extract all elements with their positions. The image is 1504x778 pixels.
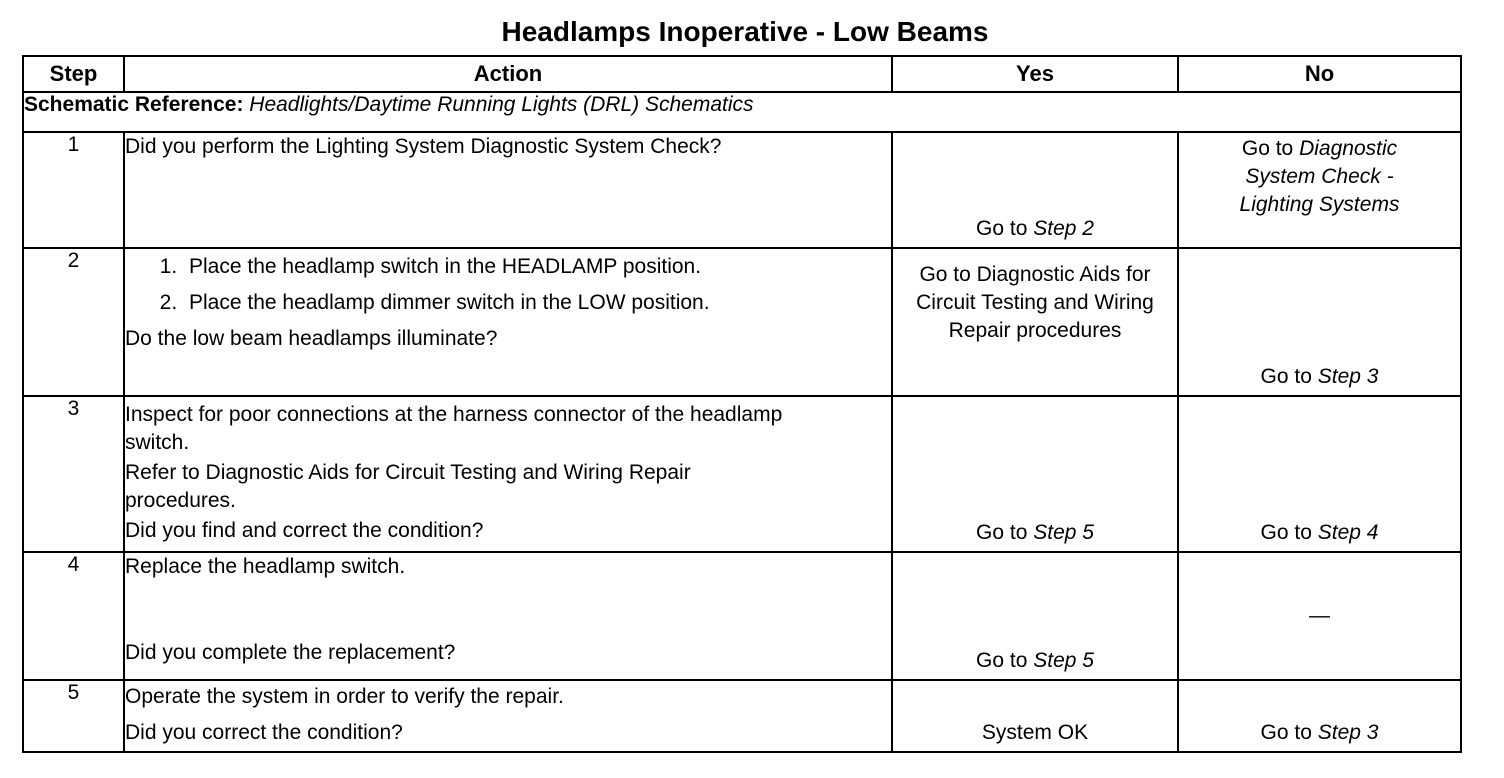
yes-prefix: Go to bbox=[976, 649, 1028, 672]
yes-cell bbox=[892, 680, 1178, 752]
action-cell bbox=[124, 248, 892, 396]
header-action: Action bbox=[124, 56, 892, 92]
action-cell bbox=[124, 552, 892, 680]
no-cell bbox=[1178, 132, 1461, 248]
no-prefix: Go to bbox=[1260, 365, 1312, 388]
step-number: 1 bbox=[23, 132, 124, 248]
page-title: Headlamps Inoperative - Low Beams bbox=[501, 16, 989, 47]
action-cell bbox=[124, 396, 892, 552]
table-row bbox=[23, 132, 1461, 248]
no-cell bbox=[1178, 396, 1461, 552]
action-text: Did you find and correct the condition? bbox=[125, 519, 484, 542]
no-result[interactable] bbox=[1179, 719, 1460, 747]
schematic-label: Schematic Reference: bbox=[24, 93, 244, 116]
table-row bbox=[23, 396, 1461, 552]
action-text: Did you complete the replacement? bbox=[125, 641, 456, 664]
yes-cell bbox=[892, 396, 1178, 552]
no-prefix: Go to bbox=[1260, 721, 1312, 744]
yes-link[interactable]: Step 5 bbox=[1033, 521, 1094, 544]
list-item: 1. Place the headlamp switch in the HEADLAMP position. bbox=[183, 253, 891, 281]
no-result: — bbox=[1309, 604, 1330, 627]
yes-result[interactable] bbox=[893, 519, 1177, 547]
no-prefix: Go to bbox=[1260, 521, 1312, 544]
yes-link[interactable]: Step 5 bbox=[1033, 649, 1094, 672]
table-row bbox=[23, 248, 1461, 396]
table-row bbox=[23, 680, 1461, 752]
yes-cell bbox=[892, 248, 1178, 396]
step-number: 4 bbox=[23, 552, 124, 680]
no-link[interactable]: Step 3 bbox=[1317, 721, 1379, 744]
action-text: Replace the headlamp switch. bbox=[125, 555, 406, 578]
no-cell bbox=[1178, 248, 1461, 396]
action-cell bbox=[124, 132, 892, 248]
no-cell bbox=[1178, 680, 1461, 752]
action-text: Operate the system in order to verify the repair. bbox=[125, 685, 564, 708]
header-row bbox=[23, 56, 1461, 92]
no-result[interactable] bbox=[1179, 135, 1460, 219]
action-text: Do the low beam headlamps illuminate? bbox=[125, 327, 498, 350]
no-result[interactable] bbox=[1179, 519, 1460, 547]
no-result[interactable] bbox=[1179, 363, 1460, 391]
schematic-link[interactable]: Headlights/Daytime Running Lights (DRL) Schematics bbox=[249, 93, 754, 116]
action-text: Refer to Diagnostic Aids for Circuit Testing and Wiring Repair procedures. bbox=[125, 461, 691, 512]
no-link[interactable]: Step 4 bbox=[1317, 521, 1379, 544]
action-list bbox=[125, 253, 891, 317]
header-yes: Yes bbox=[892, 56, 1178, 92]
action-text: Inspect for poor connections at the harness connector of the headlamp switch. bbox=[125, 403, 783, 454]
yes-prefix: Go to bbox=[976, 521, 1028, 544]
no-link[interactable]: Step 3 bbox=[1317, 365, 1379, 388]
yes-prefix: Go to bbox=[976, 217, 1028, 240]
yes-link[interactable]: Step 2 bbox=[1033, 217, 1094, 240]
action-cell bbox=[124, 680, 892, 752]
yes-result[interactable] bbox=[893, 215, 1177, 243]
yes-cell bbox=[892, 132, 1178, 248]
step-number: 3 bbox=[23, 396, 124, 552]
no-link[interactable]: Diagnostic System Check - Lighting Systems bbox=[1239, 137, 1400, 216]
yes-cell bbox=[892, 552, 1178, 680]
action-text: Did you correct the condition? bbox=[125, 721, 403, 744]
schematic-reference bbox=[23, 92, 1461, 132]
action-text: Did you perform the Lighting System Diagnostic System Check? bbox=[125, 135, 722, 158]
yes-result[interactable]: Go to Diagnostic Aids for Circuit Testing and Wiring Repair procedures bbox=[916, 263, 1154, 342]
table-row bbox=[23, 552, 1461, 680]
yes-result[interactable] bbox=[893, 647, 1177, 675]
step-number: 2 bbox=[23, 248, 124, 396]
no-cell bbox=[1178, 552, 1461, 680]
no-prefix: Go to bbox=[1241, 137, 1294, 160]
header-no: No bbox=[1178, 56, 1461, 92]
schematic-row bbox=[23, 92, 1461, 132]
header-step: Step bbox=[23, 56, 124, 92]
list-item: 2. Place the headlamp dimmer switch in the LOW position. bbox=[183, 289, 891, 317]
yes-result[interactable]: System OK bbox=[981, 721, 1089, 744]
diagnostic-table bbox=[22, 55, 1462, 753]
step-number: 5 bbox=[23, 680, 124, 752]
